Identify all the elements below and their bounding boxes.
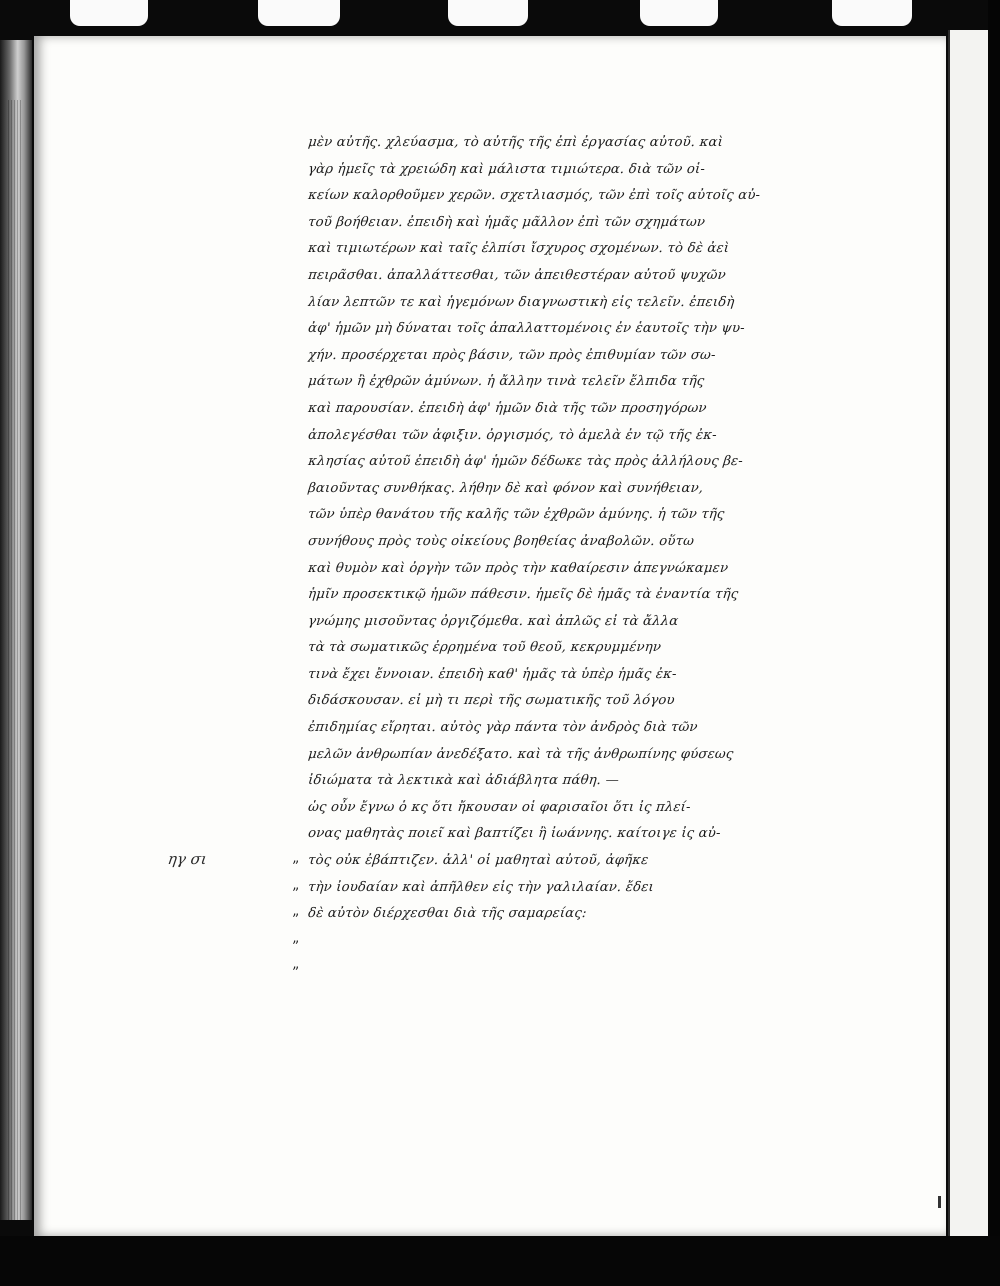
text-line: καὶ θυμὸν καὶ ὀργὴν τῶν πρὸς τὴν καθαίρεσιν ἀπεγνώκαμεν bbox=[307, 560, 729, 576]
text-line: καὶ τιμιωτέρων καὶ ταῖς ἐλπίσι ἴσχυρος σχομένων. τὸ δὲ ἀεὶ bbox=[307, 241, 730, 257]
film-sprocket-hole bbox=[258, 0, 340, 26]
next-leaf-edge bbox=[948, 30, 990, 1245]
text-line: ἐπιδημίας εἴρηται. αὐτὸς γὰρ πάντα τὸν ἀνδρὸς διὰ τῶν bbox=[307, 720, 699, 736]
text-line: πειρᾶσθαι. ἀπαλλάττεσθαι, τῶν ἀπειθεστέραν αὐτοῦ ψυχῶν bbox=[307, 267, 727, 283]
film-border-right bbox=[988, 0, 1000, 1286]
quotation-mark: ” bbox=[292, 912, 300, 929]
text-line: κείων καλορθοῦμεν χερῶν. σχετλιασμός, τῶν ἐπὶ τοῖς αὐτοῖς αὐ- bbox=[307, 188, 761, 204]
text-line: τοῦ βοήθειαν. ἐπειδὴ καὶ ἡμᾶς μᾶλλον ἐπὶ τῶν σχημάτων bbox=[307, 214, 706, 230]
text-line: συνήθους πρὸς τοὺς οἰκείους βοηθείας ἀναβολῶν. οὕτω bbox=[307, 533, 695, 549]
film-sprocket-hole bbox=[640, 0, 718, 26]
manuscript-text bbox=[308, 130, 828, 928]
text-line: ἀφ' ἡμῶν μὴ δύναται τοῖς ἀπαλλαττομένοις ἐν ἑαυτοῖς τὴν ψυ- bbox=[307, 321, 746, 337]
text-line: διδάσκουσαν. εἰ μὴ τι περὶ τῆς σωματικῆς τοῦ λόγου bbox=[307, 693, 676, 709]
quotation-mark: ” bbox=[292, 859, 300, 875]
film-sprocket-hole bbox=[448, 0, 528, 26]
film-sprocket-hole bbox=[70, 0, 148, 26]
leaf-edges bbox=[8, 100, 22, 1220]
quotation-mark: ” bbox=[292, 938, 300, 955]
text-line: τῶν ὑπὲρ θανάτου τῆς καλῆς τῶν ἐχθρῶν ἀμύνης. ἡ τῶν τῆς bbox=[307, 507, 726, 523]
text-line: γνώμης μισοῦντας ὀργιζόμεθα. καὶ ἀπλῶς εἰ τὰ ἄλλα bbox=[307, 613, 680, 629]
text-line: τὰ τὰ σωματικῶς ἐρρημένα τοῦ θεοῦ, κεκρυμμένην bbox=[307, 640, 662, 656]
text-line: κλησίας αὐτοῦ ἐπειδὴ ἀφ' ἡμῶν δέδωκε τὰς πρὸς ἀλλήλους βε- bbox=[307, 454, 744, 470]
text-line: ὡς οὖν ἔγνω ὁ κς ὅτι ἤκουσαν οἱ φαρισαῖοι ὅτι ἰς πλεί- bbox=[307, 799, 692, 815]
text-line: μὲν αὐτῆς. χλεύασμα, τὸ αὐτῆς τῆς ἐπὶ ἐργασίας αὐτοῦ. καὶ bbox=[307, 135, 724, 150]
text-line: μάτων ἢ ἐχθρῶν ἀμύνων. ἡ ἄλλην τινὰ τελεῖν ἔλπιδα τῆς bbox=[307, 374, 706, 390]
text-line: τὸς οὐκ ἐβάπτιζεν. ἀλλ' οἱ μαθηταὶ αὐτοῦ, ἀφῆκε bbox=[307, 853, 650, 869]
quire-mark bbox=[938, 1196, 941, 1208]
film-border-bottom bbox=[0, 1236, 1000, 1286]
quotation-mark: ” bbox=[292, 885, 300, 902]
text-line: λίαν λεπτῶν τε καὶ ἡγεμόνων διαγνωστικὴ εἰς τελεῖν. ἐπειδὴ bbox=[307, 294, 736, 310]
binding-edge bbox=[0, 40, 32, 1220]
margin-annotation: ηγ σι bbox=[166, 850, 209, 868]
quotation-mark: ” bbox=[292, 965, 300, 982]
text-line: καὶ παρουσίαν. ἐπειδὴ ἀφ' ἡμῶν διὰ τῆς τῶν προσηγόρων bbox=[307, 400, 708, 416]
text-line: ἀπολεγέσθαι τῶν ἀφιξιν. ὀργισμός, τὸ ἀμελὰ ἐν τῷ τῆς ἐκ- bbox=[307, 427, 718, 443]
text-line: τὴν ἰουδαίαν καὶ ἀπῆλθεν εἰς τὴν γαλιλαίαν. ἔδει bbox=[307, 879, 655, 895]
text-line: χήν. προσέρχεται πρὸς βάσιν, τῶν πρὸς ἐπιθυμίαν τῶν σω- bbox=[307, 347, 717, 363]
film-sprocket-hole bbox=[832, 0, 912, 26]
text-line: ἡμῖν προσεκτικῷ ἡμῶν πάθεσιν. ἡμεῖς δὲ ἡμᾶς τὰ ἐναντία τῆς bbox=[307, 587, 740, 603]
text-line: γὰρ ἡμεῖς τὰ χρειώδη καὶ μάλιστα τιμιώτερα. διὰ τῶν οἱ- bbox=[307, 161, 706, 177]
text-line: τινὰ ἔχει ἔννοιαν. ἐπειδὴ καθ' ἡμᾶς τὰ ὑπὲρ ἡμᾶς ἐκ- bbox=[307, 666, 678, 682]
text-line: ονας μαθητὰς ποιεῖ καὶ βαπτίζει ἢ ἰωάννης. καίτοιγε ἰς αὐ- bbox=[307, 826, 722, 842]
text-line: βαιοῦντας συνθήκας. λήθην δὲ καὶ φόνον καὶ συνήθειαν, bbox=[307, 480, 705, 496]
text-line: μελῶν ἀνθρωπίαν ἀνεδέξατο. καὶ τὰ τῆς ἀνθρωπίνης φύσεως bbox=[307, 746, 735, 762]
text-line: ἰδιώματα τὰ λεκτικὰ καὶ ἀδιάβλητα πάθη. — bbox=[307, 773, 620, 789]
text-line: δὲ αὐτὸν διέρχεσθαι διὰ τῆς σαμαρείας: bbox=[307, 906, 588, 922]
